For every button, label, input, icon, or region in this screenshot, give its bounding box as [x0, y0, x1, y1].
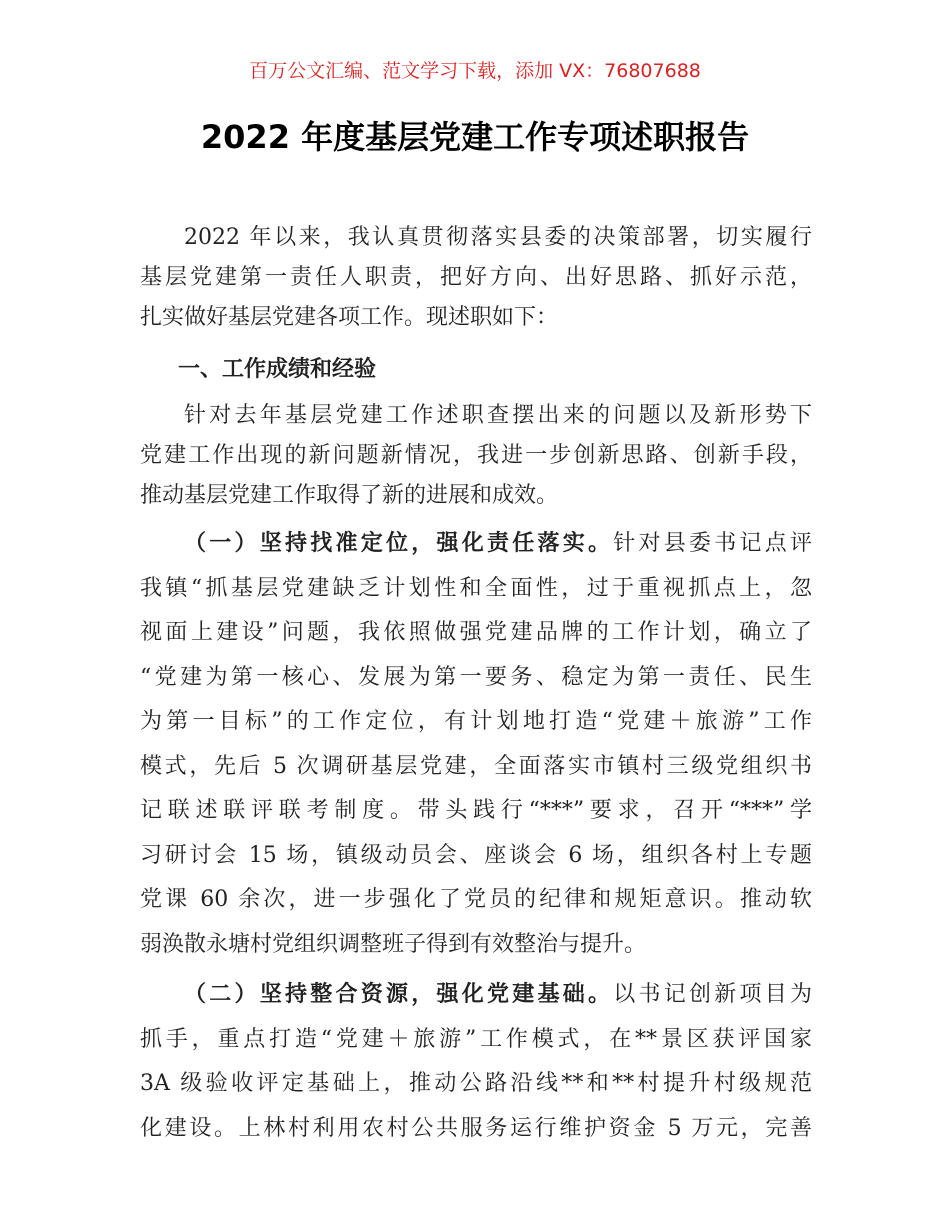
text-line — [140, 878, 812, 923]
line-text: 抓手，重点打造“党建＋旅游”工作模式，在**景区获评国家 — [140, 1026, 812, 1052]
text-line — [140, 396, 812, 436]
line-text: 扎实做好基层党建各项工作。现述职如下： — [140, 305, 559, 330]
text-line — [140, 567, 812, 612]
text-line — [140, 218, 812, 258]
line-text: 针对去年基层党建工作述职查摆出来的问题以及新形势下 — [184, 403, 812, 428]
line-text: 基层党建第一责任人职责，把好方向、出好思路、抓好示范， — [140, 265, 812, 290]
text-line — [140, 973, 812, 1018]
line-text: “党建为第一核心、发展为第一要务、稳定为第一责任、民生 — [140, 664, 812, 690]
watermark-banner: 百万公文汇编、范文学习下载，添加 VX：76807688 — [249, 60, 701, 82]
line-text: 针对县委书记点评 — [613, 531, 812, 556]
line-text: 以书记创新项目为 — [613, 982, 812, 1007]
text-line — [140, 1018, 812, 1063]
line-text: 2022 年以来，我认真贯彻落实县委的决策部署，切实履行 — [184, 225, 812, 250]
line-text: 记联述联评联考制度。带头践行“***”要求，召开“***”学 — [140, 798, 812, 823]
text-line — [140, 611, 812, 656]
paragraph — [140, 396, 812, 516]
bold-lead: （二）坚持整合资源，强化党建基础。 — [184, 982, 614, 1007]
line-text: 3A 级验收评定基础上，推动公路沿线**和**村提升村级规范 — [140, 1071, 812, 1096]
bold-lead: （一）坚持找准定位，强化责任落实。 — [184, 531, 614, 556]
text-line — [140, 436, 812, 476]
text-line — [140, 522, 812, 567]
line-text: 化建设。上林村利用农村公共服务运行维护资金 5 万元，完善 — [140, 1115, 812, 1141]
section-heading: 一、工作成绩和经验 — [178, 357, 377, 382]
text-line — [140, 298, 812, 338]
text-line — [140, 656, 812, 701]
line-text: 弱涣散永塘村党组织调整班子得到有效整治与提升。 — [140, 931, 647, 957]
document-title: 2022 年度基层党建工作专项述职报告 — [200, 118, 750, 156]
text-line — [140, 1107, 812, 1152]
document-body — [140, 218, 812, 1157]
text-line — [140, 258, 812, 298]
text-line — [140, 834, 812, 879]
text-line — [140, 700, 812, 745]
text-line — [140, 789, 812, 834]
paragraph — [140, 218, 812, 338]
text-line — [140, 745, 812, 790]
text-line — [140, 1062, 812, 1107]
paragraph — [140, 973, 812, 1151]
line-text: 推动基层党建工作取得了新的进展和成效。 — [140, 483, 559, 508]
line-text: 视面上建设”问题，我依照做强党建品牌的工作计划，确立了 — [140, 620, 812, 645]
line-text: 模式，先后 5 次调研基层党建，全面落实市镇村三级党组织书 — [140, 753, 812, 779]
text-line — [140, 923, 812, 968]
text-line — [140, 476, 812, 516]
line-text: 党建工作出现的新问题新情况，我进一步创新思路、创新手段， — [140, 443, 812, 468]
line-text: 习研讨会 15 场，镇级动员会、座谈会 6 场，组织各村上专题 — [140, 842, 812, 868]
line-text: 为第一目标”的工作定位，有计划地打造“党建＋旅游”工作 — [140, 709, 812, 734]
paragraph — [140, 522, 812, 967]
line-text: 我镇“抓基层党建缺乏计划性和全面性，过于重视抓点上，忽 — [140, 575, 812, 601]
line-text: 党课 60 余次，进一步强化了党员的纪律和规矩意识。推动软 — [140, 887, 812, 912]
